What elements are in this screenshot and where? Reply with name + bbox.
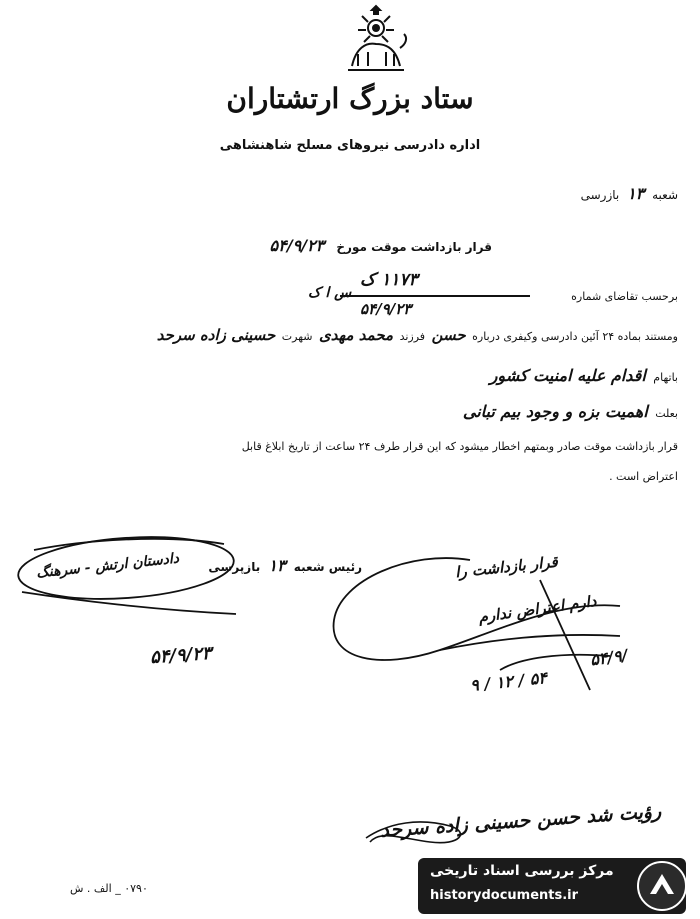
- accused-acknowledgement-line-1: قرار بازداشت را: [454, 552, 559, 582]
- father-label: فرزند: [399, 330, 426, 343]
- branch-number: ۱۳: [627, 184, 645, 203]
- archive-logo-icon: [636, 860, 688, 912]
- accused-first-name: حسن: [431, 326, 466, 344]
- request-date: ۵۴/۹/۲۳: [360, 300, 412, 318]
- decree-date: ۵۴/۹/۲۳: [269, 236, 325, 255]
- watermark-text: مرکز بررسی اسناد تاریخی: [430, 863, 614, 879]
- accused-acknowledgement-line-3: ۵۴/۹/: [588, 645, 629, 670]
- seen-note: رؤیت شد حسن حسینی زاده سرحد: [379, 800, 662, 842]
- reason-text: اهمیت بزه و وجود بیم تبانی: [462, 402, 648, 421]
- accused-prefix: ومستند بماده ۲۴ آئین دادرسی وکیفری درباره: [472, 330, 678, 343]
- branch-name: بازرسی: [580, 188, 620, 202]
- charge-line: [490, 366, 678, 385]
- investigator-sign-date: ۵۴/۹/۲۳: [149, 642, 213, 669]
- body-text-line-1: قرار بازداشت موقت صادر وبمتهم اخطار میشود که این قرار طرف ۲۴ ساعت از تاریخ ابلاغ قابل: [241, 440, 678, 453]
- charge-text: اقدام علیه امنیت کشور: [489, 366, 646, 385]
- investigator-branch-number: ۱۳: [268, 556, 286, 575]
- seen-note-scribble: [360, 812, 480, 852]
- accused-acknowledgement-line-2: دارم اعتراض ندارم: [477, 591, 598, 627]
- charge-label: باتهام: [653, 371, 678, 384]
- branch-label: شعبه: [652, 188, 678, 202]
- surname-label: شهرت: [281, 330, 313, 343]
- lion-and-sun-emblem-icon: [342, 4, 410, 74]
- body-text-line-2: اعتراض است .: [609, 470, 678, 483]
- request-suffix: س ا ک: [308, 285, 352, 301]
- watermark-url: historydocuments.ir: [430, 888, 579, 903]
- decree-title-line: [270, 236, 492, 255]
- request-number: ۱۱۷۳ ک: [360, 270, 418, 290]
- investigator-label: رئیس شعبه: [293, 560, 362, 574]
- branch-line: [581, 184, 678, 203]
- investigator-suffix: بازپرسی: [208, 560, 261, 574]
- accused-acknowledgement-date: ۹ / ۱۲ / ۵۴: [469, 668, 548, 695]
- request-label: برحسب تقاضای شماره: [571, 290, 678, 303]
- request-fraction-line: [340, 295, 530, 297]
- accused-line: [154, 326, 678, 344]
- accused-surname: حسینی زاده سرحد: [156, 326, 276, 344]
- organization-title: ستاد بزرگ ارتشتاران: [226, 82, 474, 115]
- father-name: محمد مهدی: [319, 326, 394, 344]
- department-name: اداره دادرسی نیروهای مسلح شاهنشاهی: [219, 138, 481, 153]
- form-code: ۰۷۹۰ _ الف . ش: [70, 882, 148, 895]
- reason-label: بعلت: [655, 407, 678, 420]
- investigator-signature-text: دادستان ارتش - سرهنگ: [35, 550, 180, 582]
- reason-line: [463, 402, 678, 421]
- decree-title: قرار بازداشت موقت مورخ: [336, 240, 492, 254]
